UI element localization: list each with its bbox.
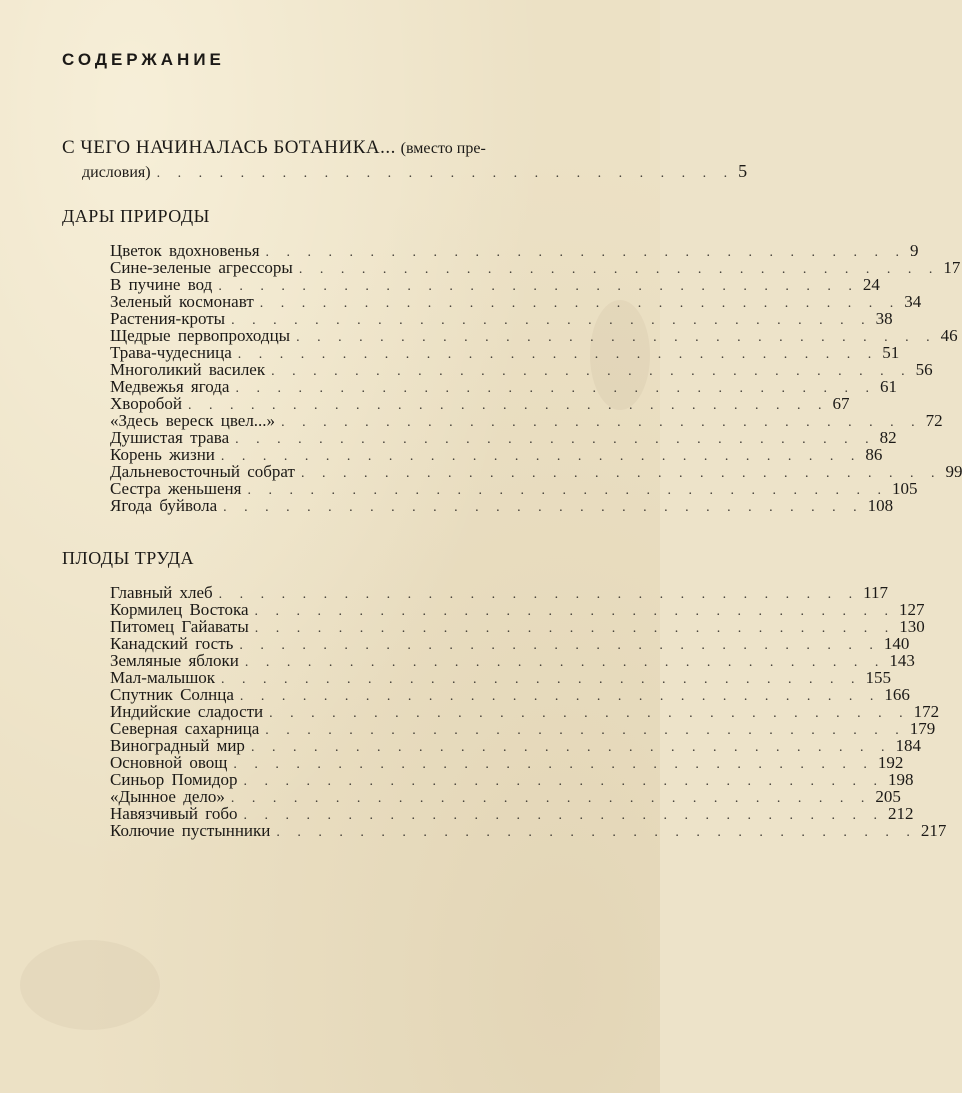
entry-title: Спутник Солнца <box>110 685 234 704</box>
toc-entry <box>110 479 918 498</box>
page-number: 127 <box>899 600 925 619</box>
page-number: 61 <box>879 377 897 396</box>
entry-title: Сине-зеленые агрессоры <box>110 258 293 277</box>
page-number: 217 <box>920 821 947 840</box>
page-number: 56 <box>915 360 933 379</box>
entry-title: Корень жизни <box>110 445 215 464</box>
page-number: 51 <box>882 343 900 362</box>
entry-title: Щедрые первопроходцы <box>110 326 291 345</box>
page-number: 82 <box>879 428 897 447</box>
toc-entry <box>110 394 850 413</box>
entry-title: Зеленый космонавт <box>110 292 254 311</box>
leader-dots: . . . . . . . . . . . . . . . . . . . . . . . . . . . . . . . <box>300 466 942 481</box>
page-number: 17 <box>943 258 961 277</box>
leader-dots: . . . . . . . . . . . . . . . . . . . . . . . . . . . . . . . <box>235 432 876 447</box>
toc-entry <box>110 617 925 636</box>
entry-title: Виноградный мир <box>110 736 245 755</box>
leader-dots: . . . . . . . . . . . . . . . . . . . . . . . . . . . . . . . <box>230 791 872 806</box>
leader-dots: . . . . . . . . . . . . . . . . . . . . . . . . . . . . . . . <box>247 483 888 498</box>
toc-entry <box>110 292 922 311</box>
page-number: 130 <box>899 617 925 636</box>
entry-title: Трава-чудесница <box>110 343 232 362</box>
intro-line-1 <box>62 136 578 160</box>
leader-dots: . . . . . . . . . . . . . . . . . . . . . . . . . . . . . . . <box>239 638 880 653</box>
page-number: 67 <box>832 394 850 413</box>
intro-title: С ЧЕГО НАЧИНАЛАСЬ БОТАНИКА... <box>62 137 396 158</box>
leader-dots: . . . . . . . . . . . . . . . . . . . . . . . . . . . . . . . <box>218 279 859 294</box>
leader-dots: . . . . . . . . . . . . . . . . . . . . . . . . . . . . . . . <box>298 262 940 277</box>
entry-title: Навязчивый гобо <box>110 804 238 823</box>
toc-entry <box>110 411 943 430</box>
page-number: 38 <box>875 309 893 328</box>
page-number: 166 <box>884 685 910 704</box>
toc-entry <box>110 309 893 328</box>
toc-entry <box>110 634 910 653</box>
page-number: 140 <box>883 634 910 653</box>
toc-entry <box>110 583 889 602</box>
entry-title: Хворобой <box>110 394 182 413</box>
toc-entry <box>110 343 900 362</box>
entry-title: Кормилец Востока <box>110 600 249 619</box>
entry-title: «Здесь вереск цвел...» <box>110 411 276 430</box>
toc-entry <box>110 360 933 379</box>
leader-dots: . . . . . . . . . . . . . . . . . . . . . . . . . . . . . . . <box>265 723 906 738</box>
toc-entry <box>110 496 894 515</box>
toc-entry <box>110 770 914 789</box>
leader-dots: . . . . . . . . . . . . . . . . . . . . . . . . . . . . . . . <box>254 621 896 636</box>
toc-entry <box>110 804 914 823</box>
leader-dots: . . . . . . . . . . . . . . . . . . . . . . . . . . . . . . . <box>243 774 884 789</box>
leader-dots: . . . . . . . . . . . . . . . . . . . . . . . . . . . . . . . <box>281 415 922 430</box>
intro-note-start: (вместо пре- <box>400 140 486 157</box>
leader-dots: . . . . . . . . . . . . . . . . . . . . . . . . . . . . . . . <box>239 689 881 704</box>
page-number: 24 <box>862 275 880 294</box>
entry-title: Канадский гость <box>110 634 234 653</box>
page-number: 117 <box>863 583 889 602</box>
leader-dots: . . . . . . . . . . . . . . . . . . . . . . . . . . . . <box>156 166 735 181</box>
leader-dots: . . . . . . . . . . . . . . . . . . . . . . . . . . . . . . . <box>276 825 917 840</box>
entry-title: Дальневосточный собрат <box>110 462 295 481</box>
entry-title: Цветок вдохновенья <box>110 241 260 260</box>
toc-entry <box>110 668 892 687</box>
entry-title: Северная сахарница <box>110 719 260 738</box>
page-number: 192 <box>877 753 904 772</box>
leader-dots: . . . . . . . . . . . . . . . . . . . . . . . . . . . . . . . <box>218 587 860 602</box>
toc-section-list <box>110 583 947 840</box>
leader-dots: . . . . . . . . . . . . . . . . . . . . . . . . . . . . . . . <box>296 330 937 345</box>
entry-title: Многоликий василек <box>110 360 266 379</box>
entry-title: Главный хлеб <box>110 583 213 602</box>
leader-dots: . . . . . . . . . . . . . . . . . . . . . . . . . . . . . . . <box>187 398 829 413</box>
toc-section-list <box>110 241 962 515</box>
toc-entry <box>110 651 915 670</box>
toc-entry <box>110 719 936 738</box>
intro-line-2 <box>62 160 748 183</box>
toc-entry <box>110 445 883 464</box>
entry-title: Синьор Помидор <box>110 770 238 789</box>
page-number: 184 <box>895 736 921 755</box>
entry-title: Индийские сладости <box>110 702 264 721</box>
entry-title: Питомец Гайаваты <box>110 617 249 636</box>
toc-entry <box>110 428 897 447</box>
toc-entry <box>110 787 901 806</box>
leader-dots: . . . . . . . . . . . . . . . . . . . . . . . . . . . . . . . <box>259 296 901 311</box>
leader-dots: . . . . . . . . . . . . . . . . . . . . . . . . . . . . . . . <box>223 500 864 515</box>
leader-dots: . . . . . . . . . . . . . . . . . . . . . . . . . . . . . . . <box>235 381 876 396</box>
leader-dots: . . . . . . . . . . . . . . . . . . . . . . . . . . . . . . . <box>244 655 886 670</box>
page-number: 5 <box>738 161 748 181</box>
page-number: 72 <box>925 411 943 430</box>
entry-title: Ягода буйвола <box>110 496 218 515</box>
page-number: 34 <box>904 292 922 311</box>
page-number: 198 <box>888 770 914 789</box>
toc-entry <box>110 821 947 840</box>
page-number: 9 <box>910 241 919 260</box>
page-number: 46 <box>940 326 958 345</box>
toc-entry <box>110 702 940 721</box>
entry-title: Душистая трава <box>110 428 230 447</box>
section-title: ДАРЫ ПРИРОДЫ <box>62 206 210 226</box>
paper-stain <box>20 940 160 1030</box>
page-number: 86 <box>865 445 883 464</box>
page-number: 212 <box>887 804 914 823</box>
entry-title: Земляные яблоки <box>110 651 239 670</box>
toc-entry <box>110 241 919 260</box>
page-number: 155 <box>865 668 892 687</box>
page-number: 99 <box>945 462 962 481</box>
page-number: 143 <box>889 651 915 670</box>
leader-dots: . . . . . . . . . . . . . . . . . . . . . . . . . . . . . . . <box>221 672 862 687</box>
leader-dots: . . . . . . . . . . . . . . . . . . . . . . . . . . . . . . . <box>220 449 862 464</box>
page-number: 172 <box>913 702 940 721</box>
section-title: ПЛОДЫ ТРУДА <box>62 548 195 568</box>
entry-title: Медвежья ягода <box>110 377 230 396</box>
leader-dots: . . . . . . . . . . . . . . . . . . . . . . . . . . . . . . . <box>237 347 879 362</box>
toc-entry <box>110 753 904 772</box>
entry-title: Колючие пустынники <box>110 821 271 840</box>
toc-entry <box>110 326 958 345</box>
page-title: СОДЕРЖАНИЕ <box>62 50 225 69</box>
leader-dots: . . . . . . . . . . . . . . . . . . . . . . . . . . . . . . . <box>243 808 884 823</box>
leader-dots: . . . . . . . . . . . . . . . . . . . . . . . . . . . . . . . <box>250 740 892 755</box>
leader-dots: . . . . . . . . . . . . . . . . . . . . . . . . . . . . . . . <box>231 313 872 328</box>
toc-entry <box>110 600 925 619</box>
page-number: 179 <box>909 719 936 738</box>
toc-intro-entry <box>62 136 748 183</box>
entry-title: В пучине вод <box>110 275 213 294</box>
entry-title: Растения-кроты <box>110 309 226 328</box>
leader-dots: . . . . . . . . . . . . . . . . . . . . . . . . . . . . . . . <box>271 364 912 379</box>
leader-dots: . . . . . . . . . . . . . . . . . . . . . . . . . . . . . . . <box>265 245 907 260</box>
toc-entry <box>110 258 961 277</box>
page-number: 105 <box>891 479 918 498</box>
toc-entry <box>110 275 880 294</box>
toc-entry <box>110 685 910 704</box>
toc-entry <box>110 736 921 755</box>
entry-title: Мал-малышок <box>110 668 216 687</box>
toc-entry <box>110 462 962 481</box>
intro-note-end: дисловия) <box>82 164 151 181</box>
page-number: 108 <box>867 496 894 515</box>
leader-dots: . . . . . . . . . . . . . . . . . . . . . . . . . . . . . . . <box>254 604 896 619</box>
entry-title: «Дынное дело» <box>110 787 225 806</box>
entry-title: Основной овощ <box>110 753 228 772</box>
leader-dots: . . . . . . . . . . . . . . . . . . . . . . . . . . . . . . . <box>269 706 910 721</box>
entry-title: Сестра женьшеня <box>110 479 242 498</box>
page-number: 205 <box>875 787 901 806</box>
toc-entry <box>110 377 897 396</box>
leader-dots: . . . . . . . . . . . . . . . . . . . . . . . . . . . . . . . <box>233 757 874 772</box>
